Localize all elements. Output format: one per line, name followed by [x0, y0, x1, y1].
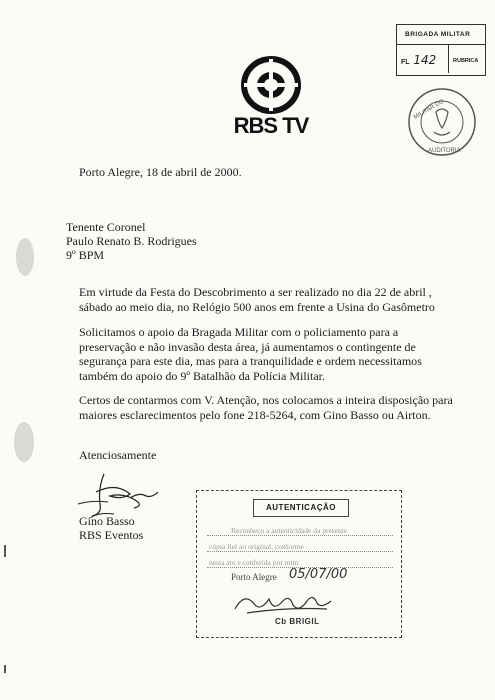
paragraph-line: segurança para este dia, mas para a tranquilidade e ordem necessitamos — [79, 354, 422, 368]
svg-text:AUDITORIA: AUDITORIA — [428, 148, 461, 154]
scan-mark — [14, 422, 34, 462]
signer-org: RBS Eventos — [79, 528, 144, 542]
paragraph-line: maiores esclarecimentos pelo fone 218-5264, com Gino Basso ou Airton. — [79, 407, 431, 422]
divider — [207, 535, 393, 536]
paragraph-line: sábado ao meio dia, no Relógio 500 anos em frente a Usina do Gasômetro — [79, 299, 435, 314]
signer-name: Gino Basso — [79, 514, 135, 528]
place-date: Porto Alegre, 18 de abril de 2000. — [79, 165, 242, 179]
auth-faded-line: Reconheço a autenticidade da presente — [231, 526, 348, 535]
logo-wordmark: RBS TV — [233, 113, 309, 138]
svg-text:MILITAR DO: MILITAR DO — [412, 98, 446, 121]
justice-seal-icon — [406, 86, 478, 158]
auth-faded-line: nesta ato e conferida por mim — [209, 558, 299, 567]
paragraph-line: também do apoio do 9º Batalhão da Polícia Militar. — [79, 368, 326, 383]
stamp-fl-label: FL — [401, 59, 410, 66]
paragraph-request — [79, 325, 449, 383]
auth-place: Porto Alegre — [231, 572, 277, 582]
divider — [207, 551, 393, 552]
handwritten-signature — [74, 470, 164, 520]
paragraph-line: Certos de contarmos com V. Atenção, nos colocamos a inteira disposição para — [79, 393, 453, 407]
scan-mark — [4, 545, 6, 557]
paragraph-line: preservação e não invasão desta área, já aumentamos o contingente de — [79, 339, 416, 354]
recipient-rank: Tenente Coronel — [66, 220, 146, 234]
closing: Atenciosamente — [79, 448, 157, 462]
stamp-org: BRIGADA MILITAR — [397, 25, 485, 45]
scan-mark — [4, 665, 6, 673]
authentication-stamp — [196, 490, 402, 638]
folio-stamp — [396, 24, 486, 76]
auth-signer: Cb BRIGIL — [275, 617, 320, 626]
auth-signature — [227, 589, 357, 617]
paragraph-contact — [79, 393, 453, 422]
stamp-folio — [397, 45, 449, 73]
scan-mark — [16, 238, 34, 276]
auth-title: AUTENTICAÇÃO — [253, 499, 349, 517]
paragraph-line: Solicitamos o apoio da Bragada Militar com o policiamento para a — [79, 325, 399, 339]
auth-faded-line: cópia fiel ao original, conforme — [209, 542, 304, 551]
paragraph-line: Em virtude da Festa do Descobrimento a ser realizado no dia 22 de abril , — [79, 285, 432, 299]
paragraph-event — [79, 285, 449, 314]
auth-date: 05/07/00 — [289, 567, 348, 582]
stamp-fl-number: 142 — [413, 53, 437, 67]
recipient-name: Paulo Renato B. Rodrigues — [66, 234, 197, 248]
recipient-unit: 9º BPM — [66, 248, 105, 262]
stamp-rubrica: RUBRICA — [453, 58, 479, 64]
